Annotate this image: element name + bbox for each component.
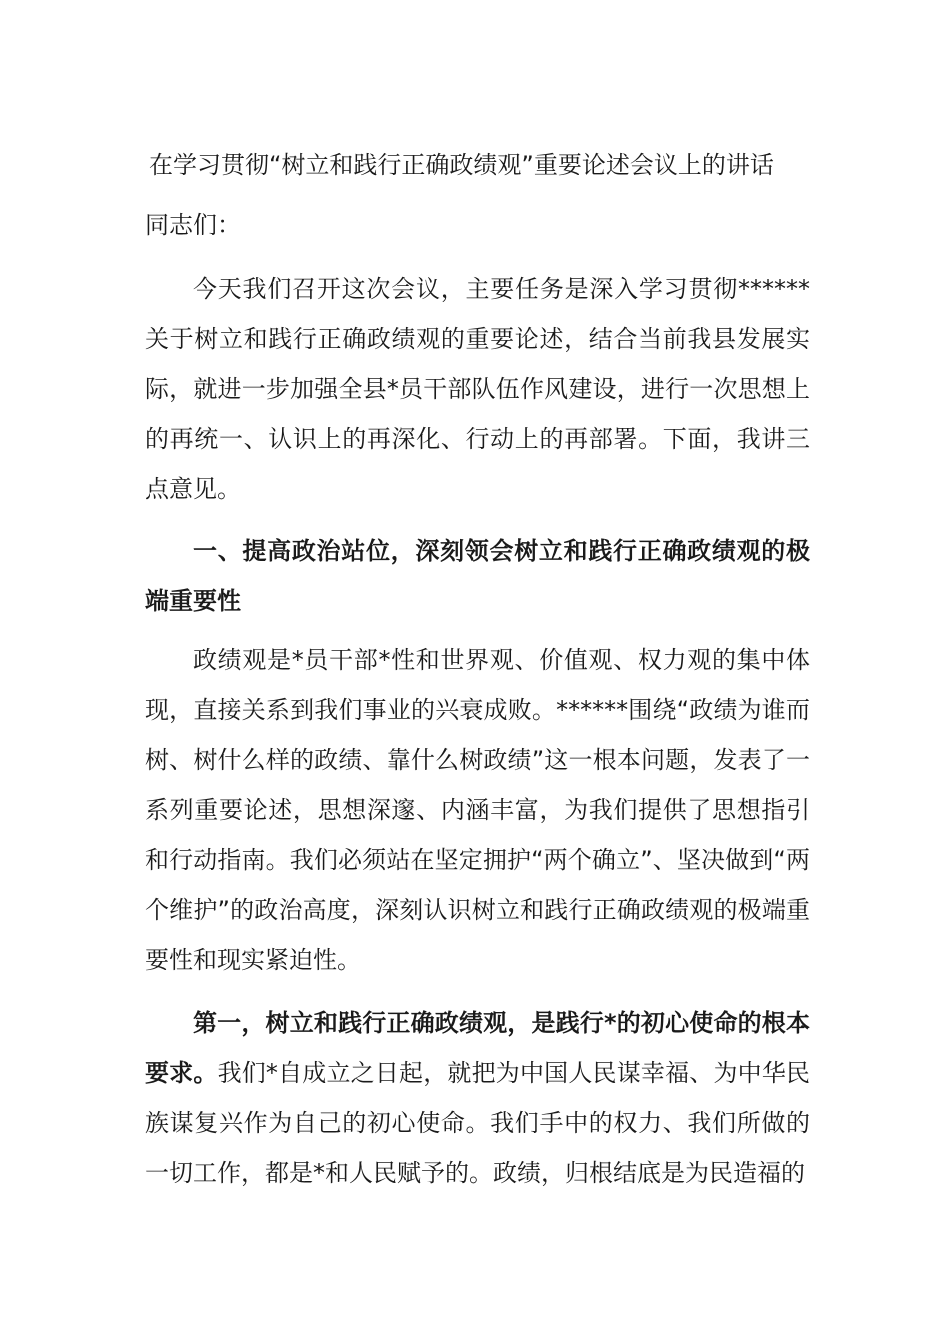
paragraph-section-1: 政绩观是*员干部*性和世界观、价值观、权力观的集中体现，直接关系到我们事业的兴衰成败。******围绕“政绩为谁而树、树什么样的政绩、靠什么树政绩”这一根本问题，发表了一系列重要论述，思想深邃、内涵丰富，为我们提供了思想指引和行动指南。我们必须站在坚定拥护“两个确立”、坚决做到“两个维护”的政治高度，深刻认识树立和践行正确政绩观的极端重要性和现实紧迫性。: [145, 646, 810, 974]
first-point-body: 我们*自成立之日起，就把为中国人民谋幸福、为中华民族谋复兴作为自己的初心使命。我们手中的权力、我们所做的一切工作，都是*和人民赋予的。政绩，归根结底是为民造福的: [145, 1059, 811, 1187]
greeting: 同志们：: [145, 211, 241, 239]
section-heading-1: 一、提高政治站位，深刻领会树立和践行正确政绩观的极端重要性: [145, 537, 810, 615]
first-point-lead: 第一，树立和践行正确政绩观，是践行*的初心使命的根本要求。: [145, 1009, 810, 1087]
paragraph-intro: 今天我们召开这次会议，主要任务是深入学习贯彻******关于树立和践行正确政绩观的重要论述，结合当前我县发展实际，就进一步加强全县*员干部队伍作风建设，进行一次思想上的再统一、认识上的再深化、行动上的再部署。下面，我讲三点意见。: [145, 275, 810, 503]
paragraph-first-point: [145, 998, 810, 1198]
document-title: 在学习贯彻“树立和践行正确政绩观”重要论述会议上的讲话: [149, 151, 774, 179]
